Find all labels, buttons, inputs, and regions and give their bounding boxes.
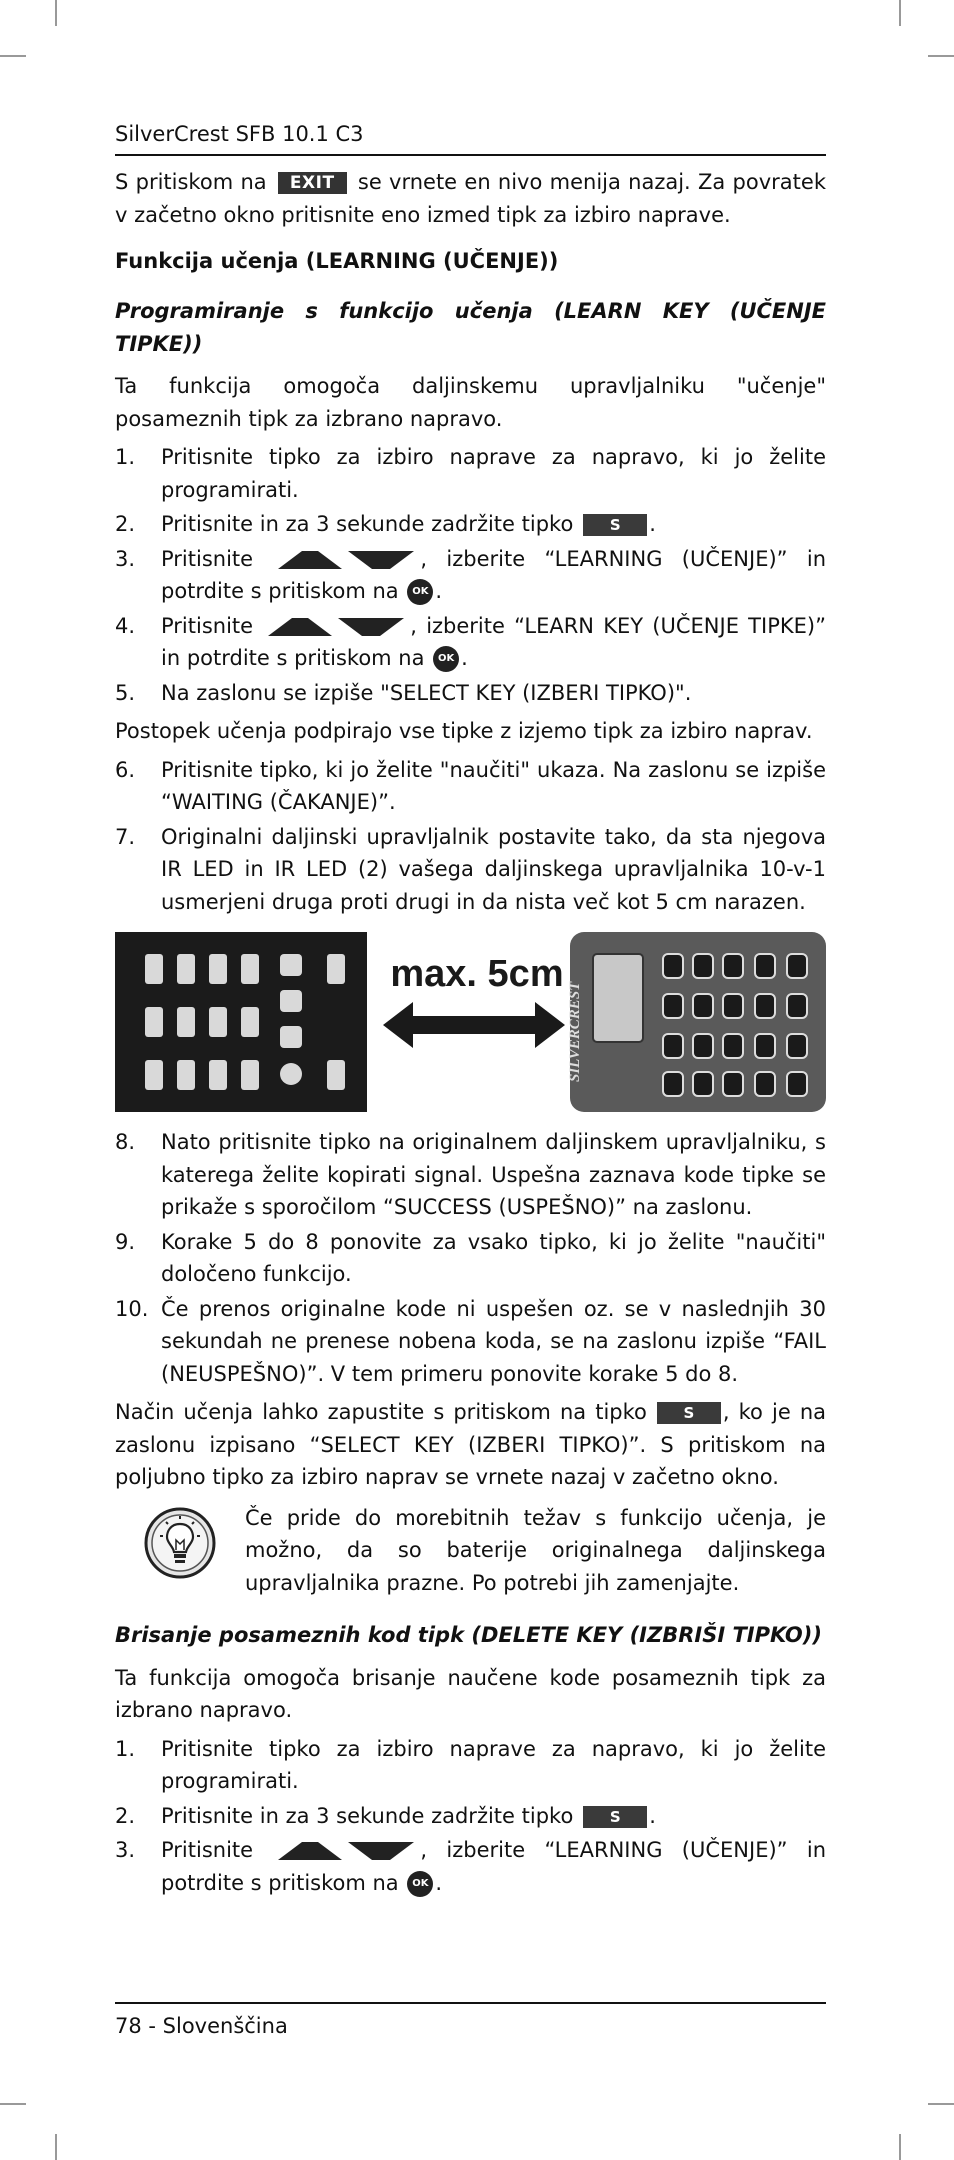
step-item xyxy=(115,1834,826,1899)
step-text-end: . xyxy=(435,579,443,603)
distance-arrow xyxy=(383,1002,565,1048)
step-item xyxy=(115,1800,826,1833)
step-text: Pritisnite xyxy=(161,613,254,638)
step-number: 3. xyxy=(115,1838,136,1862)
step-text-end: . xyxy=(649,1803,656,1828)
step-number: 2. xyxy=(115,1803,136,1828)
crop-mark xyxy=(55,2134,57,2160)
remote-distance-figure xyxy=(115,932,826,1112)
step-item xyxy=(115,543,826,608)
step-item xyxy=(115,1733,826,1798)
step-text: , izberite “LEARN KEY (UČENJE TIPKE)” in potrdite s pritiskom na xyxy=(161,613,826,670)
section-title: Funkcija učenja (LEARNING (UČENJE)) xyxy=(115,249,559,273)
up-down-arrows-icon xyxy=(276,1840,416,1862)
step-text: , izberite “LEARNING (UČENJE)” in potrdite s pritiskom na xyxy=(161,1838,826,1895)
intro-paragraph xyxy=(115,166,826,231)
step-number: 2. xyxy=(115,512,136,536)
step-text: Če prenos originalne kode ni uspešen oz. se v naslednjih 30 sekundah ne prenese nobena koda, se na zaslonu izpiše “FAIL (NEUSPEŠNO)”. V tem primeru ponovite korake 5 do 8. xyxy=(161,1296,826,1386)
exit-key-icon: EXIT xyxy=(278,172,347,194)
delete-intro: Ta funkcija omogoča brisanje naučene kode posameznih tipk za izbrano napravo. xyxy=(115,1665,826,1722)
learn-note: Postopek učenja podpirajo vse tipke z izjemo tipk za izbiro naprav. xyxy=(115,719,813,743)
steps-list-c xyxy=(115,1126,826,1390)
step-item xyxy=(115,1226,826,1291)
step-number: 6. xyxy=(115,757,136,782)
crop-mark xyxy=(928,55,954,57)
learn-intro: Ta funkcija omogoča daljinskemu upravljalniku "učenje" posameznih tipk za izbrano napravo. xyxy=(115,374,826,431)
step-text: Pritisnite xyxy=(161,1838,254,1862)
step-number: 9. xyxy=(115,1229,136,1254)
up-down-arrows-icon xyxy=(266,616,406,638)
step-item xyxy=(115,754,826,819)
step-number: 5. xyxy=(115,680,136,705)
intro-text-before: S pritiskom na xyxy=(115,170,267,194)
step-text: Pritisnite tipko, ki jo želite "naučiti" ukaza. Na zaslonu se izpiše “WAITING (ČAKANJE)”. xyxy=(161,757,826,814)
subsection-title-delete: Brisanje posameznih kod tipk (DELETE KEY (IZBRIŠI TIPKO)) xyxy=(115,1623,822,1647)
step-text: Korake 5 do 8 ponovite za vsako tipko, ki jo želite "naučiti" določeno funkcijo. xyxy=(161,1229,826,1286)
step-number: 3. xyxy=(115,546,136,571)
step-text: Na zaslonu se izpiše "SELECT KEY (IZBERI TIPKO)". xyxy=(161,680,692,705)
step-text: Originalni daljinski upravljalnik postavite tako, da sta njegova IR LED in IR LED (2) vašega daljinskega upravljalnika 10-v-1 usmerjeni druga proti drugi in da nista več kot 5 cm narazen. xyxy=(161,824,826,914)
ok-key-icon: OK xyxy=(407,1871,433,1897)
page-footer: 78 - Slovenščina xyxy=(115,2002,826,2042)
step-number: 4. xyxy=(115,613,136,638)
remote-illustration xyxy=(115,932,826,1112)
steps-list-b xyxy=(115,754,826,919)
step-text: Pritisnite in za 3 sekunde zadržite tipko xyxy=(161,512,574,536)
up-down-arrows-icon xyxy=(276,549,416,571)
crop-mark xyxy=(928,2103,954,2105)
s-key-icon: S xyxy=(583,514,647,536)
crop-mark xyxy=(899,2134,901,2160)
tip-box xyxy=(115,1502,826,1600)
remote-brand: SILVERCREST xyxy=(567,981,583,1082)
distance-label: max. 5cm xyxy=(390,953,564,995)
step-item xyxy=(115,508,826,541)
step-item xyxy=(115,1126,826,1224)
step-text: , izberite “LEARNING (UČENJE)” in potrdite s pritiskom na xyxy=(161,546,826,603)
step-number: 10. xyxy=(115,1296,149,1321)
page-content xyxy=(115,118,826,1905)
crop-mark xyxy=(0,2103,26,2105)
step-item xyxy=(115,677,826,710)
step-number: 1. xyxy=(115,1736,136,1761)
exit-text-after: , ko je na zaslonu izpisano “SELECT KEY (IZBERI TIPKO)”. S pritiskom na poljubno tipko za izbiro naprav se vrnete nazaj v začetno okno. xyxy=(115,1400,826,1489)
exit-text-before: Način učenja lahko zapustite s pritiskom na tipko xyxy=(115,1400,647,1424)
page-header: SilverCrest SFB 10.1 C3 xyxy=(115,118,826,156)
remote-display xyxy=(593,954,643,1042)
step-text: Pritisnite in za 3 sekunde zadržite tipko xyxy=(161,1803,574,1828)
crop-mark xyxy=(55,0,57,26)
steps-list-a xyxy=(115,441,826,709)
step-number: 7. xyxy=(115,824,136,849)
ok-key-icon: OK xyxy=(433,646,459,672)
step-text: Nato pritisnite tipko na originalnem daljinskem upravljalniku, s katerega želite kopirati signal. Uspešna zaznava kode tipke se prikaže s sporočilom “SUCCESS (USPEŠNO)” na zaslonu. xyxy=(161,1130,826,1219)
step-text: Pritisnite xyxy=(161,546,254,571)
crop-mark xyxy=(0,55,26,57)
step-item xyxy=(115,610,826,675)
ok-key-icon: OK xyxy=(407,579,433,605)
step-text: Pritisnite tipko za izbiro naprave za napravo, ki jo želite programirati. xyxy=(161,1736,826,1793)
step-text-end: . xyxy=(435,1870,443,1895)
step-text-end: . xyxy=(461,646,468,670)
step-number: 8. xyxy=(115,1130,136,1154)
intro-text-after: se vrnete en nivo menija nazaj. Za povratek v začetno okno pritisnite eno izmed tipk za izbiro naprave. xyxy=(115,170,826,227)
s-key-icon: S xyxy=(657,1402,721,1424)
step-text: Pritisnite tipko za izbiro naprave za napravo, ki jo želite programirati. xyxy=(161,445,826,502)
step-item xyxy=(115,441,826,506)
step-text-end: . xyxy=(649,512,656,536)
step-item xyxy=(115,821,826,919)
step-item xyxy=(115,1293,826,1391)
crop-mark xyxy=(899,0,901,26)
subsection-title-learn: Programiranje s funkcijo učenja (LEARN KEY (UČENJE TIPKE)) xyxy=(115,299,826,356)
step-number: 1. xyxy=(115,445,136,469)
s-key-icon: S xyxy=(583,1806,647,1828)
tip-text: Če pride do morebitnih težav s funkcijo učenja, je možno, da so baterije originalnega daljinskega upravljalnika prazne. Po potrebi jih zamenjajte. xyxy=(245,1505,826,1595)
exit-learning-paragraph xyxy=(115,1396,826,1494)
lightbulb-icon xyxy=(115,1502,245,1580)
steps-list-delete xyxy=(115,1733,826,1900)
